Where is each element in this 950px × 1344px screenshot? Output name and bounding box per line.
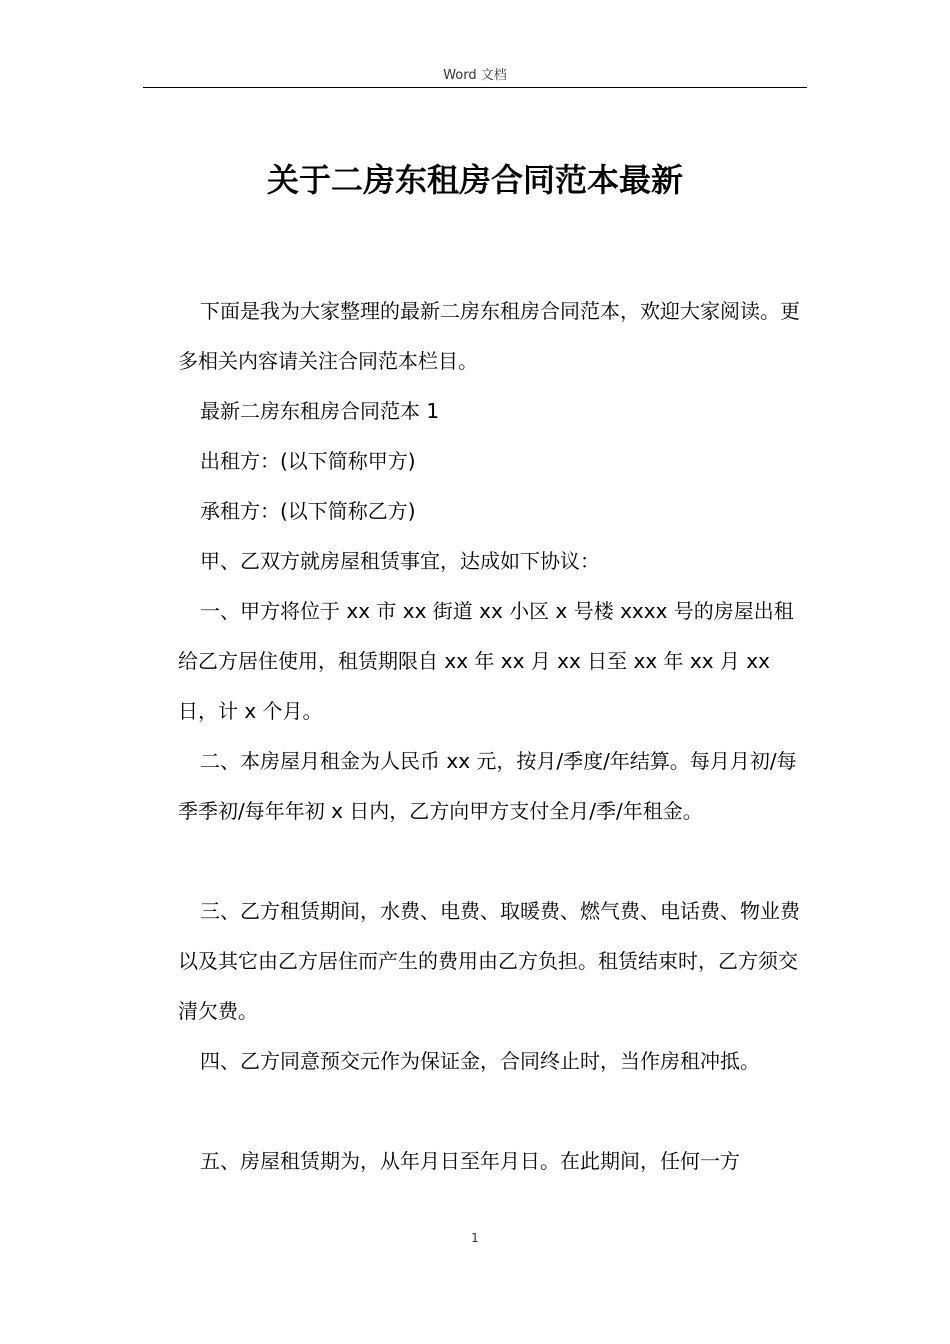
page-number: 1: [471, 1231, 479, 1245]
document-title: 关于二房东租房合同范本最新: [266, 161, 683, 199]
paragraph-agreement: 甲、乙双方就房屋租赁事宜，达成如下协议：: [200, 549, 600, 573]
paragraph-clause-5: 五、房屋租赁期为，从年月日至年月日。在此期间，任何一方: [200, 1149, 740, 1173]
paragraph-clause-1: 一、甲方将位于 xx 市 xx 街道 xx 小区 x 号楼 xxxx 号的房屋出租给乙方居住使用，租赁期限自 xx 年 xx 月 xx 日至 xx 年 xx 月 xx 日，计 x 个月。: [178, 599, 794, 723]
paragraph-gap: [178, 1086, 803, 1136]
paragraph-clause-3: 三、乙方租赁期间，水费、电费、取暖费、燃气费、电话费、物业费以及其它由乙方居住而产生的费用由乙方负担。租赁结束时，乙方须交清欠费。: [178, 899, 800, 1023]
paragraph-intro: 下面是我为大家整理的最新二房东租房合同范本，欢迎大家阅读。更多相关内容请关注合同范本栏目。: [178, 299, 800, 373]
paragraph-lessee: 承租方：(以下简称乙方): [200, 499, 416, 523]
paragraph-clause-2: 二、本房屋月租金为人民币 xx 元，按月/季度/年结算。每月月初/每季季初/每年年初 x 日内，乙方向甲方支付全月/季/年租金。: [178, 749, 797, 823]
header-rule: [143, 87, 807, 88]
page-header: Word 文档: [443, 68, 507, 83]
document-body: [178, 286, 803, 1186]
paragraph-lessor: 出租方：(以下简称甲方): [200, 449, 416, 473]
paragraph-clause-4: 四、乙方同意预交元作为保证金，合同终止时，当作房租冲抵。: [200, 1049, 760, 1073]
paragraph-gap: [178, 836, 803, 886]
paragraph-subtitle: 最新二房东租房合同范本 1: [200, 399, 440, 423]
